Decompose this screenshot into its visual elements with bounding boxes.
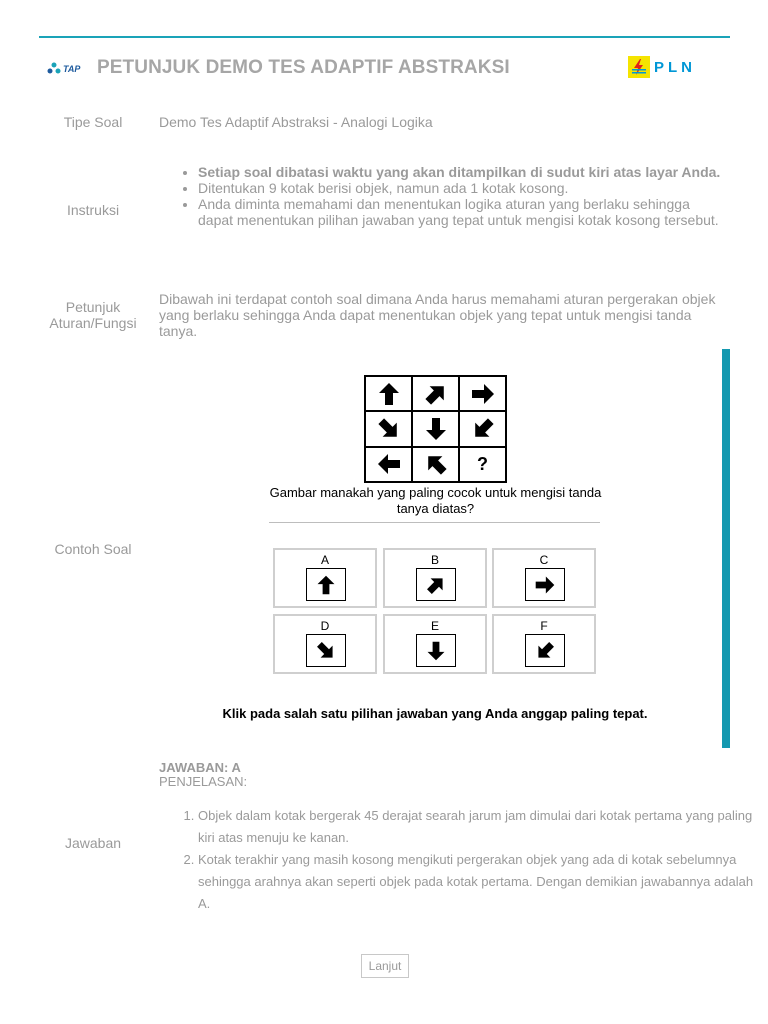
petunjuk-text: Dibawah ini terdapat contoh soal dimana Anda harus memahami aturan pergerakan objek yang berlaku sehingga Anda dapat menentukan objek yang tepat untuk mengisi tanda tanya. xyxy=(159,291,716,339)
arrow-down-icon xyxy=(425,640,447,662)
tipe-soal-value: Demo Tes Adaptif Abstraksi - Analogi Logika xyxy=(159,114,433,130)
scrollbar-thumb[interactable] xyxy=(722,349,730,748)
arrow-up-right-icon xyxy=(423,381,449,407)
option-image xyxy=(416,568,456,601)
label-petunjuk-line1: Petunjuk xyxy=(65,299,121,315)
label-instruksi: Instruksi xyxy=(66,202,120,218)
option-image xyxy=(306,568,346,601)
pln-logo xyxy=(628,56,696,78)
puzzle-cell xyxy=(365,411,412,446)
puzzle-grid xyxy=(364,375,507,483)
answer-option-b[interactable] xyxy=(383,548,487,608)
option-image xyxy=(306,634,346,667)
label-jawaban: Jawaban xyxy=(64,835,122,851)
answer-option-a[interactable] xyxy=(273,548,377,608)
question-mark: ? xyxy=(477,453,488,474)
option-letter: B xyxy=(430,553,439,567)
arrow-up-left-icon xyxy=(423,451,449,477)
option-letter: A xyxy=(320,553,329,567)
option-letter: E xyxy=(430,619,439,633)
arrow-down-right-icon xyxy=(376,416,402,442)
puzzle-cell xyxy=(365,376,412,411)
instruction-item: • Anda diminta memahami dan menentukan logika aturan yang berlaku sehingga dapat menentukan pilihan jawaban yang tepat untuk mengisi kotak kosong tersebut. xyxy=(198,196,724,228)
explanation-item: 2. Kotak terakhir yang masih kosong mengikuti pergerakan objek yang ada di kotak sebelumnya sehingga arahnya akan seperti objek pada kotak pertama. Dengan demikian jawabannya adalah A. xyxy=(198,849,763,915)
answer-option-e[interactable] xyxy=(383,614,487,674)
option-letter: F xyxy=(540,619,548,633)
arrow-down-left-icon xyxy=(470,416,496,442)
top-accent-line xyxy=(39,36,730,38)
arrow-right-icon xyxy=(470,381,496,407)
label-petunjuk xyxy=(33,299,153,331)
page-title: PETUNJUK DEMO TES ADAPTIF ABSTRAKSI xyxy=(97,57,510,78)
option-letter: C xyxy=(539,553,549,567)
option-image xyxy=(525,568,565,601)
pln-logo-text: PLN xyxy=(654,58,696,76)
arrow-up-icon xyxy=(315,574,337,596)
arrow-down-right-icon xyxy=(315,640,337,662)
explanation-list xyxy=(159,805,763,915)
tap-logo-icon xyxy=(47,62,61,76)
option-image xyxy=(416,634,456,667)
tap-logo xyxy=(47,62,80,76)
answer-option-c[interactable] xyxy=(492,548,596,608)
instruction-item: • Ditentukan 9 kotak berisi objek, namun ada 1 kotak kosong. xyxy=(198,180,724,196)
tap-logo-text: TAP xyxy=(63,64,81,74)
option-letter: D xyxy=(320,619,330,633)
click-instruction: Klik pada salah satu pilihan jawaban yang Anda anggap paling tepat. xyxy=(222,706,648,721)
page-header xyxy=(0,50,768,90)
arrow-left-icon xyxy=(376,451,402,477)
puzzle-cell xyxy=(412,411,459,446)
arrow-up-right-icon xyxy=(425,574,447,596)
explanation-title: PENJELASAN: xyxy=(159,774,248,789)
puzzle-cell xyxy=(459,411,506,446)
next-button[interactable]: Lanjut xyxy=(361,954,409,978)
arrow-right-icon xyxy=(534,574,556,596)
label-petunjuk-line2: Aturan/Fungsi xyxy=(49,315,137,331)
puzzle-cell-empty xyxy=(459,447,506,482)
puzzle-question: Gambar manakah yang paling cocok untuk mengisi tanda tanya diatas? xyxy=(269,485,602,516)
instruction-item: • Setiap soal dibatasi waktu yang akan ditampilkan di sudut kiri atas layar Anda. xyxy=(198,164,724,180)
divider xyxy=(269,522,600,523)
answer-option-d[interactable] xyxy=(273,614,377,674)
arrow-up-icon xyxy=(376,381,402,407)
puzzle-cell xyxy=(412,447,459,482)
explanation-item: 1. Objek dalam kotak bergerak 45 derajat searah jarum jam dimulai dari kotak pertama yang paling kiri atas menuju ke kanan. xyxy=(198,805,763,849)
puzzle-cell xyxy=(459,376,506,411)
answer-title: JAWABAN: A xyxy=(159,760,241,775)
arrow-down-icon xyxy=(423,416,449,442)
label-tipe-soal: Tipe Soal xyxy=(63,114,123,130)
arrow-down-left-icon xyxy=(534,640,556,662)
answer-option-f[interactable] xyxy=(492,614,596,674)
option-image xyxy=(525,634,565,667)
puzzle-cell xyxy=(365,447,412,482)
pln-logo-icon xyxy=(628,56,650,78)
label-contoh-soal: Contoh Soal xyxy=(54,541,132,557)
instruction-list xyxy=(159,164,724,228)
puzzle-cell xyxy=(412,376,459,411)
